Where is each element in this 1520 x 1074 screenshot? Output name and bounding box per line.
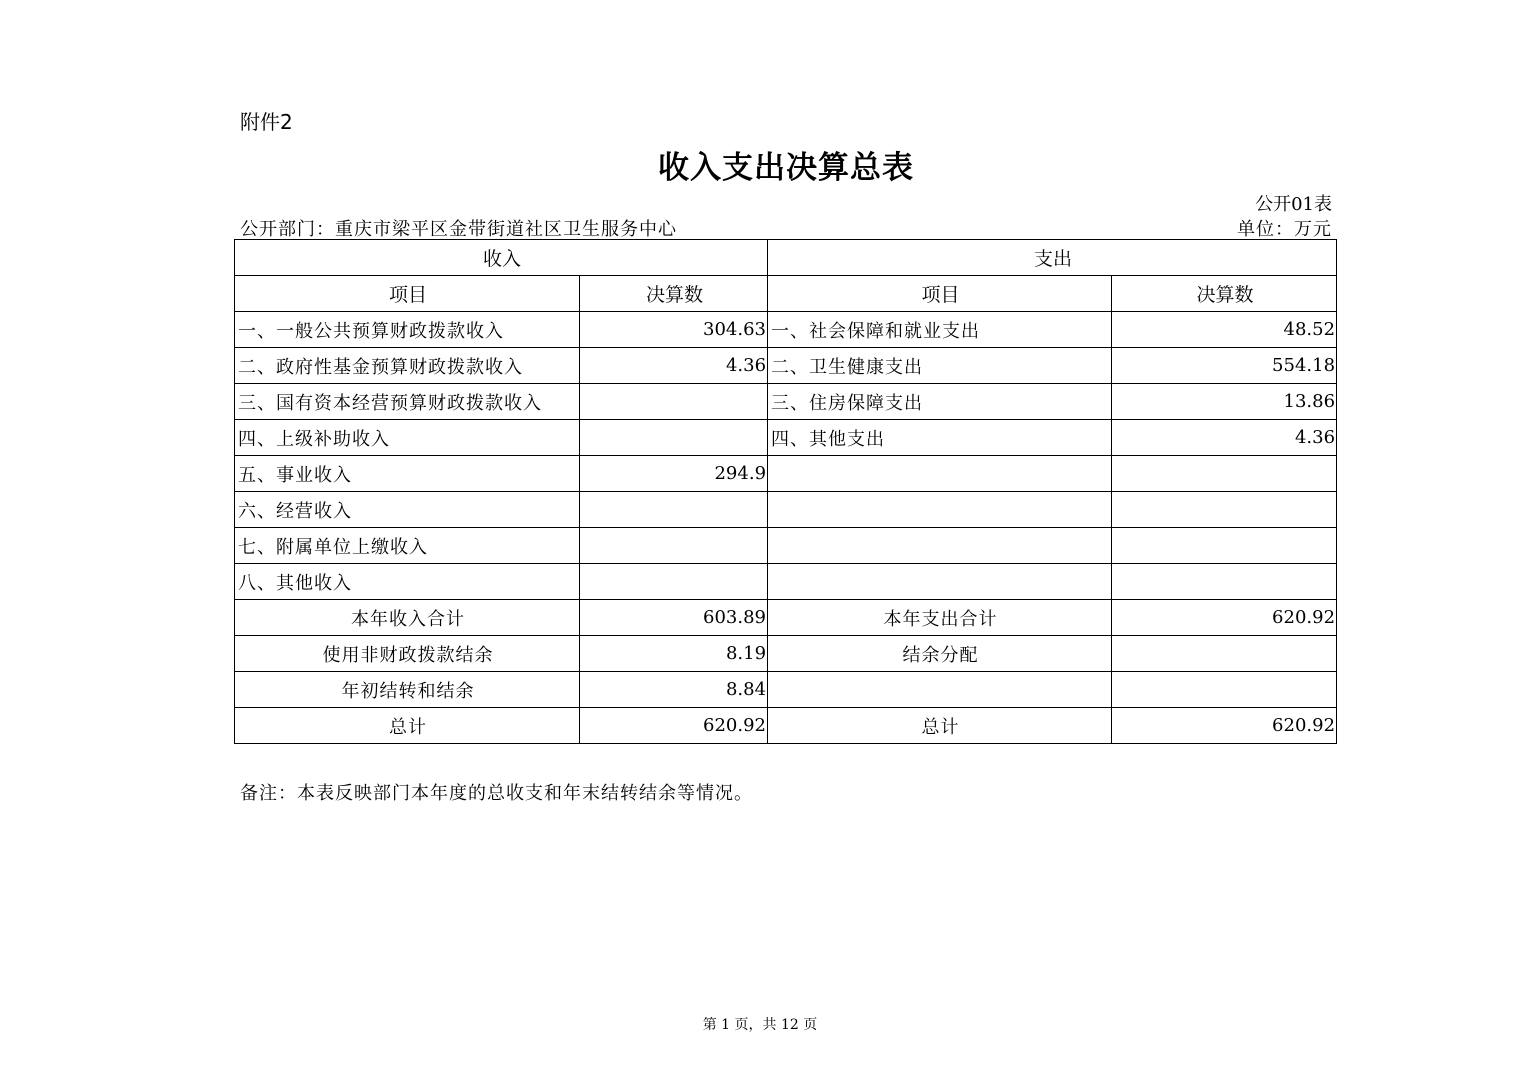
expense-amount: 554.18: [1112, 348, 1337, 384]
expense-summary-item: 结余分配: [768, 636, 1112, 672]
expense-summary-item: [768, 672, 1112, 708]
expense-item: 三、住房保障支出: [768, 384, 1112, 420]
expense-item: [768, 492, 1112, 528]
expense-item: [768, 564, 1112, 600]
income-summary-amount: 8.84: [580, 672, 768, 708]
income-summary-amount: 8.19: [580, 636, 768, 672]
expense-summary-amount: [1112, 636, 1337, 672]
department-label: 公开部门：重庆市梁平区金带街道社区卫生服务中心: [240, 219, 677, 240]
income-total-label: 总计: [235, 708, 580, 744]
summary-row: [235, 600, 1337, 636]
income-item: 七、附属单位上缴收入: [235, 528, 580, 564]
expense-amount: [1112, 564, 1337, 600]
income-summary-item: 年初结转和结余: [235, 672, 580, 708]
income-amount: 304.63: [580, 312, 768, 348]
income-amount: 294.9: [580, 456, 768, 492]
table-row: [235, 384, 1337, 420]
income-item: 四、上级补助收入: [235, 420, 580, 456]
expense-item-header: 项目: [768, 276, 1112, 312]
expense-section-header: 支出: [768, 240, 1337, 276]
income-item: 五、事业收入: [235, 456, 580, 492]
expense-item: [768, 528, 1112, 564]
expense-item: [768, 456, 1112, 492]
expense-amount-header: 决算数: [1112, 276, 1337, 312]
expense-amount: [1112, 456, 1337, 492]
column-header-row: [235, 276, 1337, 312]
page-footer: 第 1 页，共 12 页: [702, 1017, 818, 1033]
table-row: [235, 492, 1337, 528]
income-section-header: 收入: [235, 240, 768, 276]
income-amount: [580, 528, 768, 564]
expense-amount: 4.36: [1112, 420, 1337, 456]
table-row: [235, 456, 1337, 492]
expense-item: 二、卫生健康支出: [768, 348, 1112, 384]
expense-amount: [1112, 528, 1337, 564]
section-header-row: [235, 240, 1337, 276]
expense-total-amount: 620.92: [1112, 708, 1337, 744]
table-row: [235, 420, 1337, 456]
income-item-header: 项目: [235, 276, 580, 312]
income-amount: [580, 564, 768, 600]
income-amount: [580, 492, 768, 528]
table-row: [235, 564, 1337, 600]
expense-amount: 13.86: [1112, 384, 1337, 420]
total-row: [235, 708, 1337, 744]
income-item: 一、一般公共预算财政拨款收入: [235, 312, 580, 348]
expense-amount: 48.52: [1112, 312, 1337, 348]
expense-summary-amount: 620.92: [1112, 600, 1337, 636]
expense-summary-amount: [1112, 672, 1337, 708]
income-summary-item: 使用非财政拨款结余: [235, 636, 580, 672]
table-row: [235, 348, 1337, 384]
summary-row: [235, 672, 1337, 708]
income-item: 八、其他收入: [235, 564, 580, 600]
income-item: 三、国有资本经营预算财政拨款收入: [235, 384, 580, 420]
expense-total-label: 总计: [768, 708, 1112, 744]
income-expense-table: [234, 239, 1337, 744]
table-row: [235, 528, 1337, 564]
income-summary-amount: 603.89: [580, 600, 768, 636]
income-amount: [580, 384, 768, 420]
income-amount: 4.36: [580, 348, 768, 384]
income-total-amount: 620.92: [580, 708, 768, 744]
income-amount: [580, 420, 768, 456]
page-title: 收入支出决算总表: [658, 150, 914, 186]
expense-item: 一、社会保障和就业支出: [768, 312, 1112, 348]
summary-row: [235, 636, 1337, 672]
footnote: 备注：本表反映部门本年度的总收支和年末结转结余等情况。: [240, 783, 753, 804]
expense-item: 四、其他支出: [768, 420, 1112, 456]
income-summary-item: 本年收入合计: [235, 600, 580, 636]
unit-label: 单位：万元: [1237, 219, 1332, 240]
income-item: 二、政府性基金预算财政拨款收入: [235, 348, 580, 384]
table-row: [235, 312, 1337, 348]
income-amount-header: 决算数: [580, 276, 768, 312]
form-number: 公开01表: [1255, 194, 1332, 215]
expense-summary-item: 本年支出合计: [768, 600, 1112, 636]
expense-amount: [1112, 492, 1337, 528]
attachment-label: 附件2: [240, 110, 293, 134]
income-item: 六、经营收入: [235, 492, 580, 528]
